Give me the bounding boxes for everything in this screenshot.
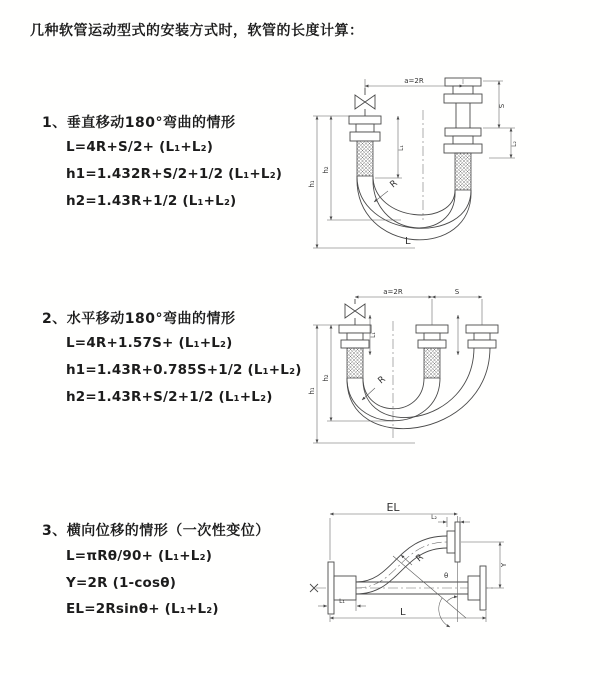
- section-1-heading: 1、垂直移动180°弯曲的情形: [42, 115, 236, 131]
- section-2-heading: 2、水平移动180°弯曲的情形: [42, 311, 236, 327]
- left-flange-fitting: [349, 116, 381, 176]
- left-flange-fitting: [339, 325, 371, 378]
- valve-icon: [355, 88, 375, 116]
- dim-label-y: Y: [500, 562, 508, 568]
- section-3-formula-EL: EL=2Rsinθ+ (L₁+L₂): [66, 601, 219, 617]
- dim-label-h2: h₂: [322, 166, 330, 174]
- dim-label-s: S: [498, 103, 506, 109]
- angle-theta-label: θ: [444, 572, 449, 580]
- braided-hose-section: [455, 153, 471, 190]
- braided-hose-section: [424, 348, 440, 378]
- diagram-lateral-displacement: [298, 496, 598, 641]
- diagram-horizontal-180-bend: [305, 283, 600, 468]
- section-1-formula-h1: h1=1.432R+S/2+1/2 (L₁+L₂): [66, 166, 283, 182]
- dim-label-l1: L₁: [398, 145, 405, 151]
- hose-u-curves: [357, 176, 471, 240]
- dim-label-l1: L₁: [339, 598, 345, 605]
- dim-label-l2: L₂: [511, 141, 518, 147]
- section-2-formula-L: L=4R+1.57S+ (L₁+L₂): [66, 335, 233, 351]
- dim-label-l2: L₂: [431, 514, 437, 521]
- dim-label-s: S: [454, 288, 460, 296]
- radius-label: R: [376, 374, 388, 387]
- radius-label: R: [388, 178, 400, 191]
- dimension-lines: [318, 514, 504, 622]
- middle-flange-fitting: [416, 325, 448, 378]
- displaced-hose-curve: [356, 536, 447, 594]
- dim-label-h2: h₂: [322, 374, 330, 382]
- radius-label: R: [414, 552, 426, 565]
- right-flange: [468, 566, 486, 610]
- dim-label-a2r: a=2R: [404, 77, 424, 85]
- left-flange: [328, 562, 356, 614]
- hose-u-curves: [347, 348, 490, 429]
- braided-hose-section: [357, 141, 373, 176]
- page-title: 几种软管运动型式的安装方式时，软管的长度计算：: [30, 23, 364, 39]
- dim-label-h1: h₁: [308, 387, 316, 395]
- section-3-formula-Y: Y=2R (1-cosθ): [66, 575, 177, 591]
- dim-label-l1: L₁: [370, 332, 377, 338]
- valve-icon: [345, 299, 365, 325]
- right-flange-fitting: [444, 78, 482, 190]
- length-label: L: [405, 236, 411, 247]
- right-flange-fitting: [466, 325, 498, 348]
- braided-hose-section: [347, 348, 363, 378]
- dim-label-h1: h₁: [308, 180, 316, 188]
- dim-label-a2r: a=2R: [383, 288, 403, 296]
- section-2-formula-h1: h1=1.43R+0.785S+1/2 (L₁+L₂): [66, 362, 302, 378]
- length-label: L: [400, 607, 406, 618]
- section-3-formula-L: L=πRθ/90+ (L₁+L₂): [66, 548, 213, 564]
- dimension-lines: [313, 79, 515, 248]
- section-1-formula-h2: h2=1.43R+1/2 (L₁+L₂): [66, 193, 237, 209]
- section-1-formula-L: L=4R+S/2+ (L₁+L₂): [66, 139, 214, 155]
- section-3-heading: 3、横向位移的情形（一次性变位）: [42, 523, 270, 539]
- diagram-vertical-180-bend: [303, 70, 595, 260]
- dim-label-el: EL: [386, 501, 400, 514]
- dimension-lines: [313, 297, 482, 443]
- section-2-formula-h2: h2=1.43R+S/2+1/2 (L₁+L₂): [66, 389, 273, 405]
- top-right-flange: [447, 522, 460, 562]
